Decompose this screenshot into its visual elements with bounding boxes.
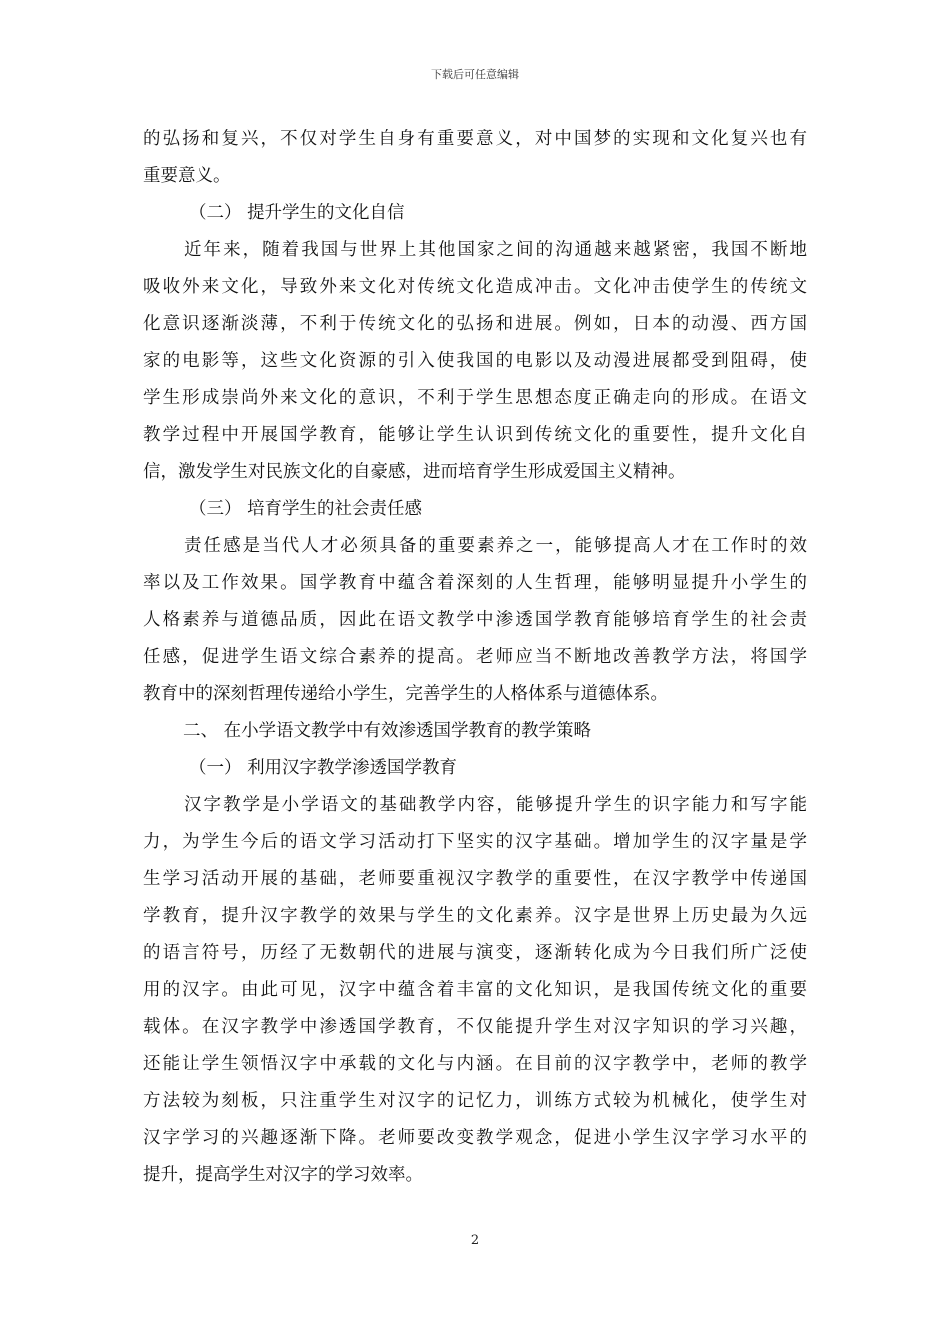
- chapter-heading: 二、 在小学语文教学中有效渗透国学教育的教学策略: [183, 721, 592, 741]
- section-heading: （一） 利用汉字教学渗透国学教育: [189, 758, 458, 778]
- body-line: 重要意义。: [143, 166, 231, 186]
- body-line: 学生形成崇尚外来文化的意识，不利于学生思想态度正确走向的形成。在语文: [143, 388, 807, 408]
- body-line: 教育中的深刻哲理传递给小学生，完善学生的人格体系与道德体系。: [143, 684, 668, 704]
- body-line: 率以及工作效果。国学教育中蕴含着深刻的人生哲理，能够明显提升小学生的: [143, 573, 807, 593]
- body-line: 还能让学生领悟汉字中承载的文化与内涵。在目前的汉字教学中，老师的教学: [143, 1054, 807, 1074]
- body-line: 力，为学生今后的语文学习活动打下坚实的汉字基础。增加学生的汉字量是学: [143, 832, 807, 852]
- paragraph-first-line: 近年来，随着我国与世界上其他国家之间的沟通越来越紧密，我国不断地: [184, 240, 807, 260]
- body-line: 的弘扬和复兴，不仅对学生自身有重要意义，对中国梦的实现和文化复兴也有: [143, 129, 807, 149]
- section-heading: （二） 提升学生的文化自信: [189, 203, 405, 223]
- body-line: 家的电影等，这些文化资源的引入使我国的电影以及动漫进展都受到阻碍，使: [143, 351, 807, 371]
- body-line: 载体。在汉字教学中渗透国学教育，不仅能提升学生对汉字知识的学习兴趣，: [143, 1017, 807, 1037]
- page-header: 下载后可任意编辑: [431, 68, 519, 81]
- body-line: 信，激发学生对民族文化的自豪感，进而培育学生形成爱国主义精神。: [143, 462, 686, 482]
- body-line: 方法较为刻板，只注重学生对汉字的记忆力，训练方式较为机械化，使学生对: [143, 1091, 807, 1111]
- body-line: 提升，提高学生对汉字的学习效率。: [143, 1165, 423, 1185]
- body-line: 吸收外来文化，导致外来文化对传统文化造成冲击。文化冲击使学生的传统文: [143, 277, 807, 297]
- paragraph-first-line: 汉字教学是小学语文的基础教学内容，能够提升学生的识字能力和写字能: [184, 795, 807, 815]
- body-line: 任感，促进学生语文综合素养的提高。老师应当不断地改善教学方法，将国学: [143, 647, 807, 667]
- body-line: 的语言符号，历经了无数朝代的进展与演变，逐渐转化成为今日我们所广泛使: [143, 943, 807, 963]
- body-line: 学教育，提升汉字教学的效果与学生的文化素养。汉字是世界上历史最为久远: [143, 906, 807, 926]
- body-line: 化意识逐渐淡薄，不利于传统文化的弘扬和进展。例如，日本的动漫、西方国: [143, 314, 807, 334]
- document-body: [143, 121, 807, 1194]
- section-heading: （三） 培育学生的社会责任感: [189, 499, 423, 519]
- body-line: 生学习活动开展的基础，老师要重视汉字教学的重要性，在汉字教学中传递国: [143, 869, 807, 889]
- body-line: 教学过程中开展国学教育，能够让学生认识到传统文化的重要性，提升文化自: [143, 425, 807, 445]
- body-line: 汉字学习的兴趣逐渐下降。老师要改变教学观念，促进小学生汉字学习水平的: [143, 1128, 807, 1148]
- paragraph-first-line: 责任感是当代人才必须具备的重要素养之一，能够提高人才在工作时的效: [184, 536, 807, 556]
- page-number: 2: [470, 1233, 480, 1248]
- body-line: 人格素养与道德品质，因此在语文教学中渗透国学教育能够培育学生的社会责: [143, 610, 807, 630]
- body-line: 用的汉字。由此可见，汉字中蕴含着丰富的文化知识，是我国传统文化的重要: [143, 980, 807, 1000]
